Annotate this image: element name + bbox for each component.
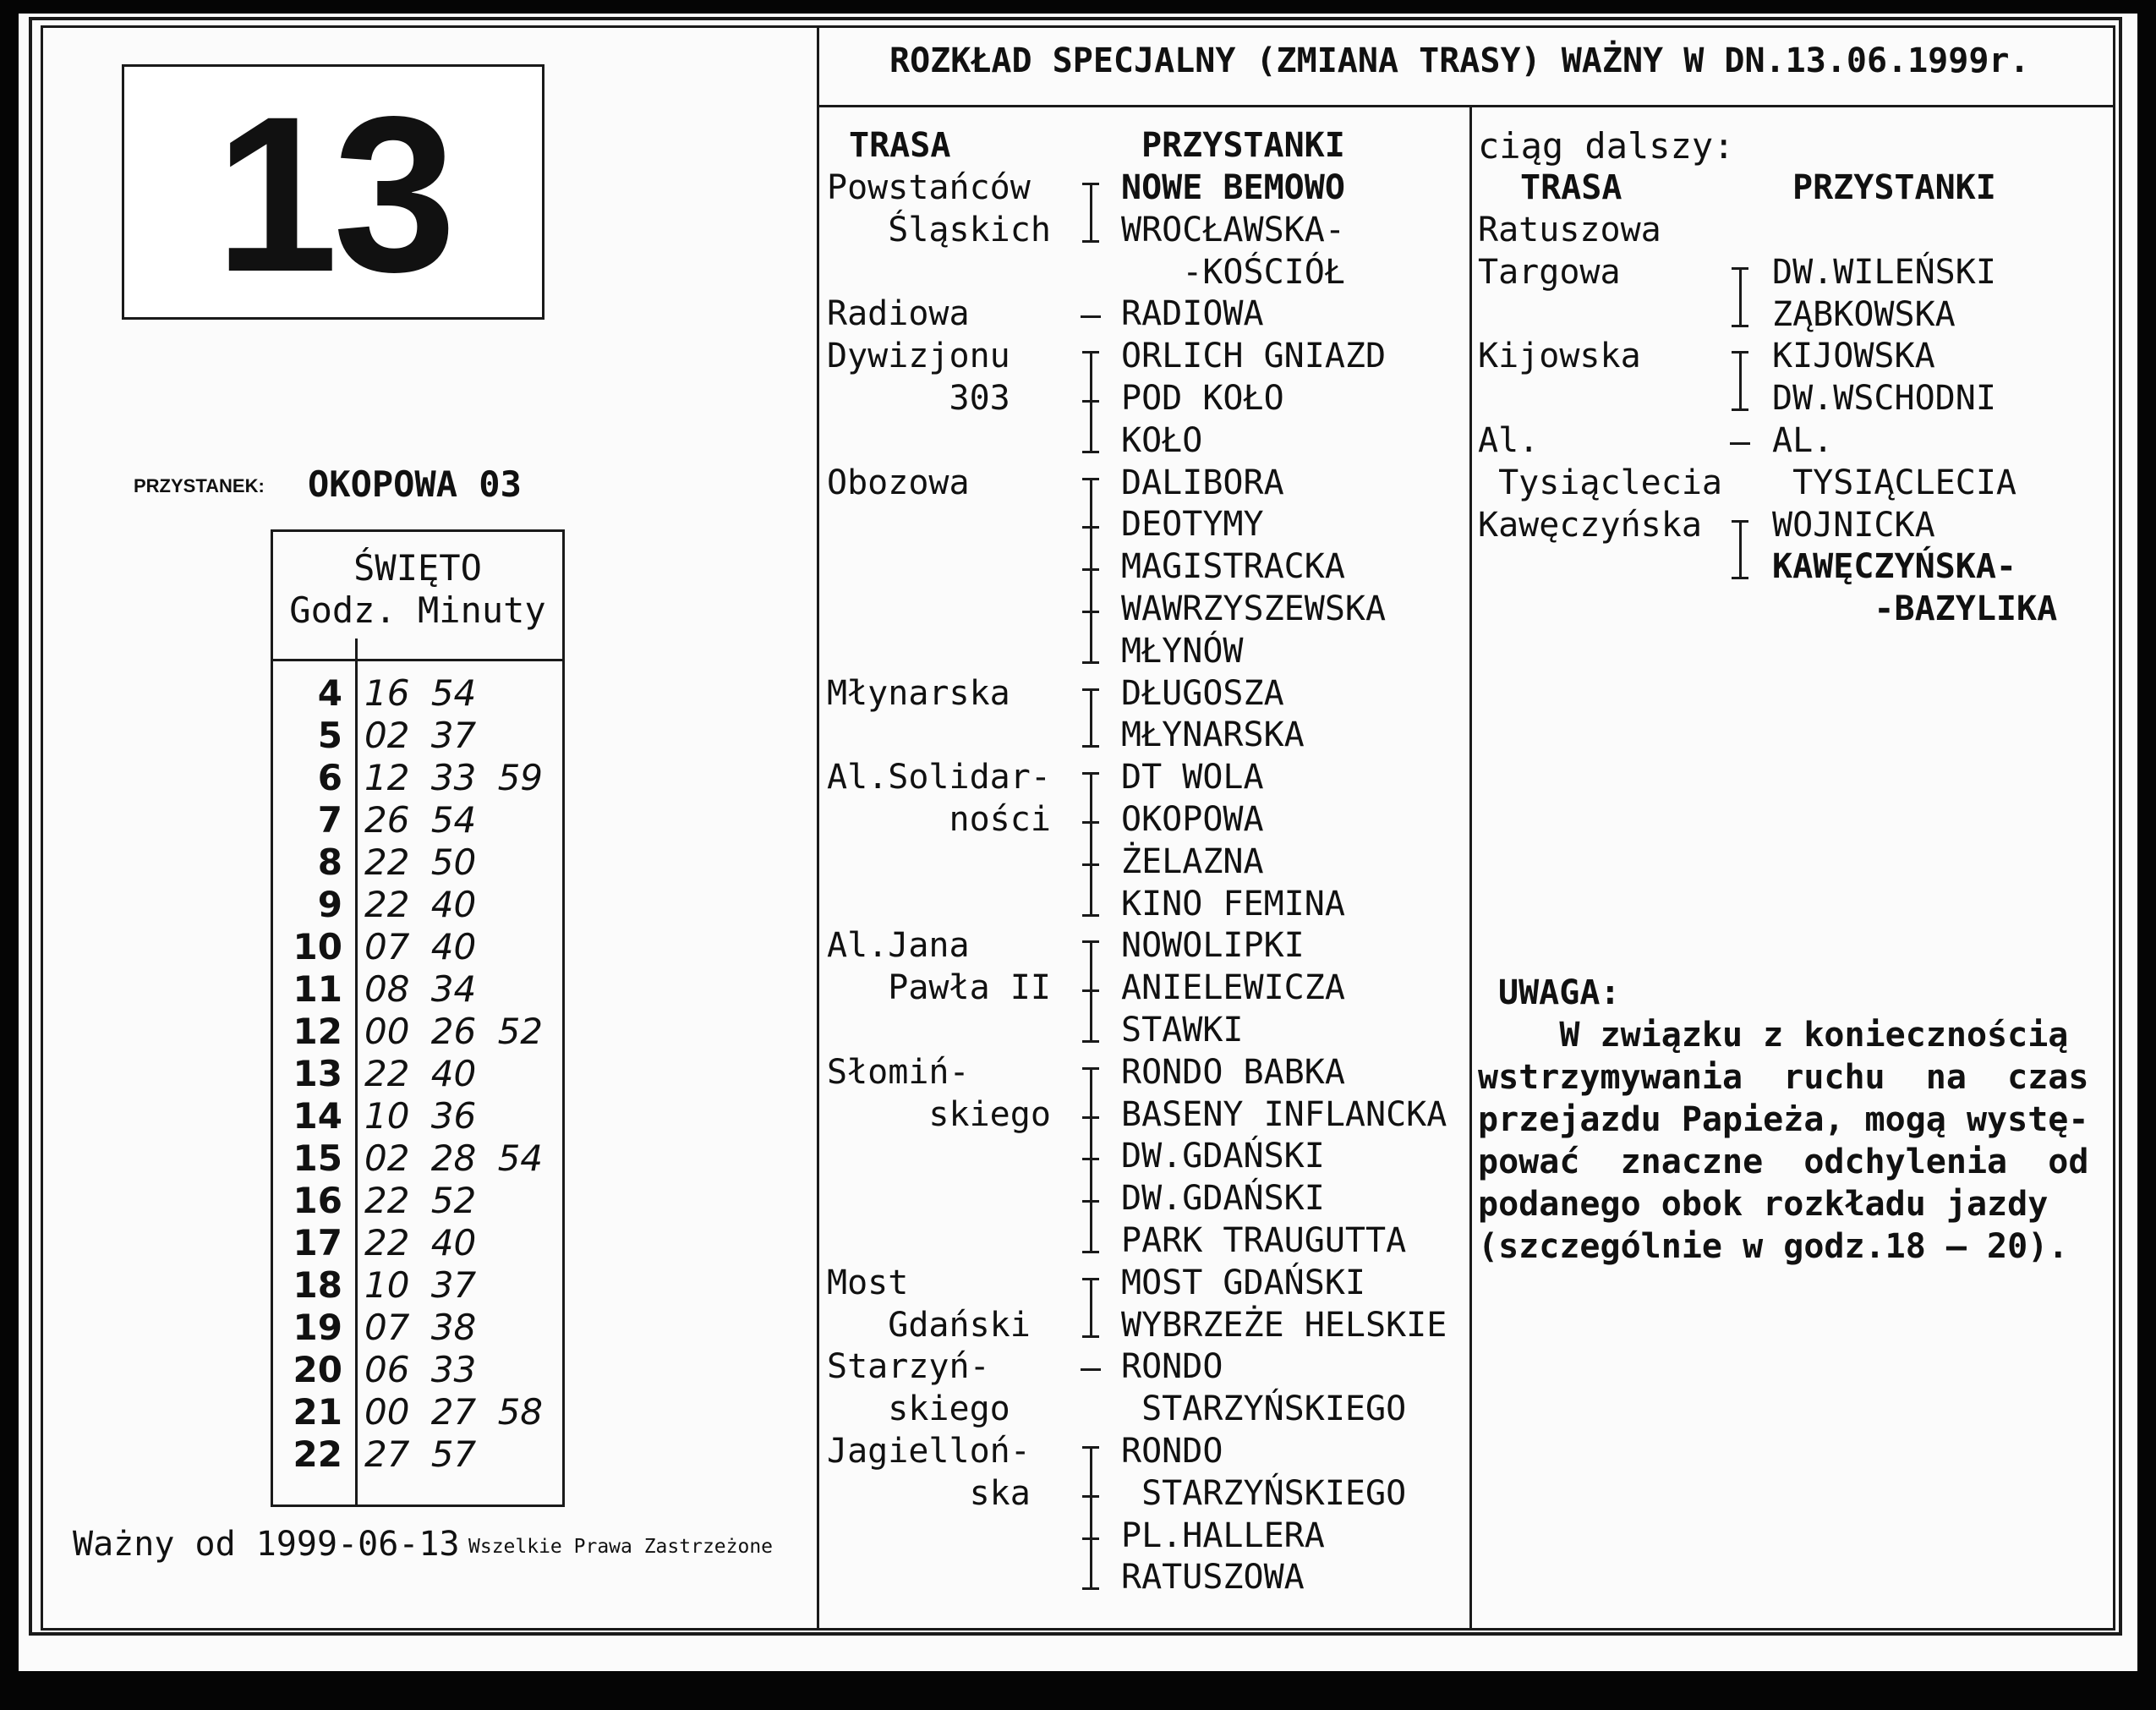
- route-stop: MOST GDAŃSKI: [1121, 1263, 1365, 1302]
- route-stop: PL.HALLERA: [1121, 1515, 1325, 1555]
- route-street: Słomiń-: [827, 1052, 970, 1092]
- route-street: Gdański: [827, 1305, 1031, 1345]
- timetable-hour: 20: [293, 1349, 342, 1390]
- route-bracket-stem: [1739, 520, 1742, 579]
- route-street-cont: Kawęczyńska: [1478, 505, 1702, 545]
- route-stop: ANIELEWICZA: [1121, 968, 1345, 1008]
- route-stop: DW.GDAŃSKI: [1121, 1137, 1325, 1176]
- timetable-hour: 11: [293, 968, 342, 1010]
- route-stop: ORLICH GNIAZD: [1121, 337, 1387, 376]
- route-bracket-tick: [1082, 1251, 1099, 1253]
- timetable-minutes: 06 33: [364, 1349, 477, 1390]
- route-street-cont: Targowa: [1478, 252, 1621, 292]
- route-bracket-tick: [1082, 1537, 1099, 1540]
- route-street: Obozowa: [827, 463, 970, 502]
- route-bracket-tick: [1082, 745, 1099, 748]
- route-street-cont: Ratuszowa: [1478, 211, 1661, 249]
- route-stop-cont: DW.WILEŃSKI: [1772, 252, 1996, 292]
- route-stop: STARZYŃSKIEGO: [1121, 1389, 1407, 1429]
- line-number-box: [122, 64, 544, 320]
- route-bracket-tick: [1082, 240, 1099, 243]
- route-stop: DT WOLA: [1121, 758, 1264, 797]
- route-bracket-tick: [1082, 1446, 1099, 1449]
- route-stop-cont: DW.WSCHODNI: [1772, 379, 1996, 419]
- route-bracket-tick: [1082, 183, 1099, 185]
- route-stop: WYBRZEŻE HELSKIE: [1121, 1305, 1447, 1345]
- timetable-minutes: 07 38: [364, 1307, 477, 1348]
- route-header-trasa-cont: TRASA: [1520, 168, 1622, 207]
- route-stop: DW.GDAŃSKI: [1121, 1179, 1325, 1219]
- route-bracket-tick: [1082, 526, 1099, 529]
- timetable-hour: 8: [317, 841, 342, 883]
- route-stop: STAWKI: [1121, 1011, 1244, 1050]
- valid-from: Ważny od 1999-06-13: [73, 1525, 460, 1564]
- route-stop: NOWOLIPKI: [1121, 926, 1305, 966]
- route-bracket-stem: [1739, 267, 1742, 326]
- route-bracket-tick: [1082, 478, 1099, 480]
- route-bracket-tick: [1082, 451, 1099, 453]
- route-stop: ŻELAZNA: [1121, 841, 1264, 881]
- route-street: Jagielloń-: [827, 1432, 1031, 1471]
- left-panel-divider: [817, 25, 819, 1631]
- route-stop: RADIOWA: [1121, 294, 1264, 334]
- route-bracket-tick: [1082, 1040, 1099, 1043]
- title-underline: [817, 105, 2115, 107]
- timetable-hour: 15: [293, 1137, 342, 1179]
- notice-line: wstrzymywania ruchu na czas: [1478, 1058, 2089, 1097]
- route-stop: OKOPOWA: [1121, 800, 1264, 839]
- timetable-minutes: 22 50: [364, 841, 477, 883]
- route-bracket-tick: [1082, 863, 1099, 866]
- route-stop: STARZYŃSKIEGO: [1121, 1473, 1407, 1513]
- timetable-hour: 22: [293, 1433, 342, 1475]
- route-stop-cont: KAWĘCZYŃSKA-: [1772, 547, 2016, 587]
- timetable-minutes: 16 54: [364, 672, 477, 714]
- route-bracket-tick: [1732, 520, 1748, 523]
- route-street: Starzyń-: [827, 1347, 990, 1387]
- route-bracket-stem: [1090, 1446, 1092, 1589]
- route-stop: BASENY INFLANCKA: [1121, 1094, 1447, 1134]
- timetable-table: [271, 529, 565, 1507]
- route-stop: RONDO: [1121, 1432, 1223, 1471]
- route-street: 303: [827, 379, 1010, 418]
- continued-label: ciąg dalszy:: [1478, 125, 1735, 167]
- timetable-hour: 10: [293, 926, 342, 967]
- timetable-hour: 21: [293, 1391, 342, 1433]
- right-panel-divider: [1469, 107, 1472, 1631]
- route-stop: RONDO: [1121, 1347, 1223, 1387]
- route-street: Radiowa: [827, 294, 970, 334]
- timetable-hour: 4: [317, 672, 342, 714]
- route-street: skiego: [827, 1389, 1010, 1429]
- route-street-cont: Al.: [1478, 421, 1540, 460]
- route-stop: RONDO BABKA: [1121, 1052, 1345, 1092]
- timetable-minutes: 22 40: [364, 1222, 477, 1263]
- timetable-minutes: 22 52: [364, 1180, 477, 1221]
- route-bracket-tick: [1082, 568, 1099, 571]
- route-stop: DALIBORA: [1121, 463, 1284, 502]
- route-bracket-tick: [1082, 1278, 1099, 1280]
- route-stop: PARK TRAUGUTTA: [1121, 1221, 1407, 1260]
- route-bracket-tick: [1082, 661, 1099, 664]
- route-stop-cont: WOJNICKA: [1772, 505, 1935, 545]
- route-bracket-stem: [1739, 351, 1742, 410]
- route-bracket-stem: [1090, 772, 1092, 915]
- route-stop-cont: TYSIĄCLECIA: [1772, 463, 2016, 502]
- timetable-minutes: 00 27 58: [364, 1391, 544, 1433]
- route-bracket-tick: [1082, 611, 1099, 613]
- timetable-hour: 16: [293, 1180, 342, 1221]
- timetable-hour: 6: [317, 757, 342, 798]
- route-stop-cont: KIJOWSKA: [1772, 337, 1935, 376]
- route-bracket-tick: [1732, 325, 1748, 327]
- route-street-cont: Kijowska: [1478, 337, 1641, 376]
- day-type: ŚWIĘTO: [353, 547, 482, 589]
- route-stop: DŁUGOSZA: [1121, 673, 1284, 713]
- timetable-header: Godz. Minuty: [289, 589, 546, 631]
- timetable-minutes: 02 28 54: [364, 1137, 544, 1179]
- timetable-minutes: 10 36: [364, 1095, 477, 1137]
- route-stop: NOWE BEMOWO: [1121, 168, 1345, 207]
- timetable-hour: 17: [293, 1222, 342, 1263]
- route-street: Al.Jana: [827, 926, 970, 966]
- line-number: 13: [215, 70, 451, 318]
- notice-heading: UWAGA:: [1498, 973, 1621, 1012]
- timetable-minutes: 26 54: [364, 799, 477, 841]
- route-stop: RATUSZOWA: [1121, 1558, 1305, 1598]
- stop-label: PRZYSTANEK:: [134, 475, 265, 496]
- route-street: Śląskich: [827, 210, 1051, 249]
- route-bracket-tick: [1082, 1067, 1099, 1070]
- route-dash: [1081, 315, 1101, 318]
- route-dash: [1730, 442, 1750, 445]
- page-title: ROZKŁAD SPECJALNY (ZMIANA TRASY) WAŻNY W DN.13.06.1999r.: [889, 41, 2030, 80]
- route-street: Dywizjonu: [827, 337, 1010, 376]
- route-bracket-tick: [1732, 267, 1748, 270]
- timetable-hour: 9: [317, 884, 342, 925]
- route-bracket-tick: [1082, 821, 1099, 824]
- route-stop: WROCŁAWSKA-: [1121, 210, 1345, 249]
- route-street: ności: [827, 800, 1051, 839]
- route-bracket-tick: [1082, 989, 1099, 992]
- timetable-hour: 19: [293, 1307, 342, 1348]
- route-dash: [1081, 1368, 1101, 1371]
- route-header-przystanki-cont: PRZYSTANKI: [1792, 168, 1996, 207]
- timetable-hour: 14: [293, 1095, 342, 1137]
- rights-reserved: Wszelkie Prawa Zastrzeżone: [468, 1536, 774, 1558]
- route-bracket-stem: [1090, 1278, 1092, 1337]
- route-stop: KINO FEMINA: [1121, 884, 1345, 924]
- route-street-cont: Tysiąclecia: [1478, 463, 1722, 502]
- route-bracket-tick: [1082, 400, 1099, 403]
- timetable-minutes: 07 40: [364, 926, 477, 967]
- timetable-minutes: 10 37: [364, 1264, 477, 1306]
- route-stop-cont: ZĄBKOWSKA: [1772, 294, 1956, 334]
- route-street: Al.Solidar-: [827, 758, 1051, 797]
- route-bracket-tick: [1082, 1495, 1099, 1498]
- route-stop: -KOŚCIÓŁ: [1121, 252, 1345, 292]
- route-street: Młynarska: [827, 673, 1010, 713]
- notice-line: pować znaczne odchylenia od: [1478, 1143, 2089, 1181]
- route-bracket-tick: [1732, 577, 1748, 579]
- route-stop: MAGISTRACKA: [1121, 547, 1345, 587]
- route-stop: WAWRZYSZEWSKA: [1121, 589, 1387, 628]
- timetable-header-line: [273, 659, 562, 661]
- route-stop-cont: -BAZYLIKA: [1772, 589, 2058, 629]
- route-street: Most: [827, 1263, 909, 1302]
- timetable-column-line: [355, 639, 358, 1504]
- route-stop: KOŁO: [1121, 420, 1203, 460]
- route-stop: MŁYNÓW: [1121, 631, 1244, 671]
- timetable-minutes: 27 57: [364, 1433, 477, 1475]
- route-header-trasa: TRASA: [849, 126, 951, 165]
- route-stop-cont: AL.: [1772, 421, 1834, 460]
- timetable-hour: 12: [293, 1011, 342, 1052]
- route-bracket-stem: [1090, 688, 1092, 748]
- route-street: skiego: [827, 1094, 1051, 1134]
- route-bracket-tick: [1082, 688, 1099, 691]
- notice-line: podanego obok rozkładu jazdy: [1478, 1185, 2049, 1224]
- route-bracket-tick: [1082, 1200, 1099, 1203]
- route-bracket-tick: [1082, 772, 1099, 775]
- route-bracket-tick: [1082, 1587, 1099, 1590]
- route-street: Pawła II: [827, 968, 1051, 1008]
- route-header-przystanki: PRZYSTANKI: [1141, 126, 1345, 165]
- route-bracket-tick: [1082, 940, 1099, 943]
- route-bracket-tick: [1082, 351, 1099, 354]
- route-bracket-tick: [1082, 914, 1099, 917]
- route-bracket-tick: [1082, 1116, 1099, 1119]
- route-stop: POD KOŁO: [1121, 379, 1284, 418]
- route-bracket-tick: [1732, 408, 1748, 411]
- stop-name: OKOPOWA 03: [308, 463, 522, 505]
- timetable-minutes: 12 33 59: [364, 757, 544, 798]
- route-street: Powstańców: [827, 168, 1031, 207]
- timetable-minutes: 02 37: [364, 715, 477, 756]
- notice-line: (szczególnie w godz.18 – 20).: [1478, 1227, 2069, 1266]
- route-bracket-tick: [1082, 1335, 1099, 1338]
- timetable-minutes: 00 26 52: [364, 1011, 544, 1052]
- timetable-hour: 18: [293, 1264, 342, 1306]
- timetable-minutes: 22 40: [364, 884, 477, 925]
- route-street: ska: [827, 1473, 1031, 1513]
- timetable-minutes: 22 40: [364, 1053, 477, 1094]
- timetable-hour: 5: [317, 715, 342, 756]
- timetable-hour: 13: [293, 1053, 342, 1094]
- route-bracket-stem: [1090, 183, 1092, 242]
- timetable-hour: 7: [317, 799, 342, 841]
- notice-line: W związku z koniecznością: [1478, 1016, 2069, 1055]
- timetable-minutes: 08 34: [364, 968, 477, 1010]
- route-stop: DEOTYMY: [1121, 505, 1264, 545]
- notice-line: przejazdu Papieża, mogą wystę-: [1478, 1100, 2089, 1139]
- route-bracket-tick: [1732, 351, 1748, 354]
- route-bracket-tick: [1082, 1158, 1099, 1160]
- route-stop: MŁYNARSKA: [1121, 715, 1305, 755]
